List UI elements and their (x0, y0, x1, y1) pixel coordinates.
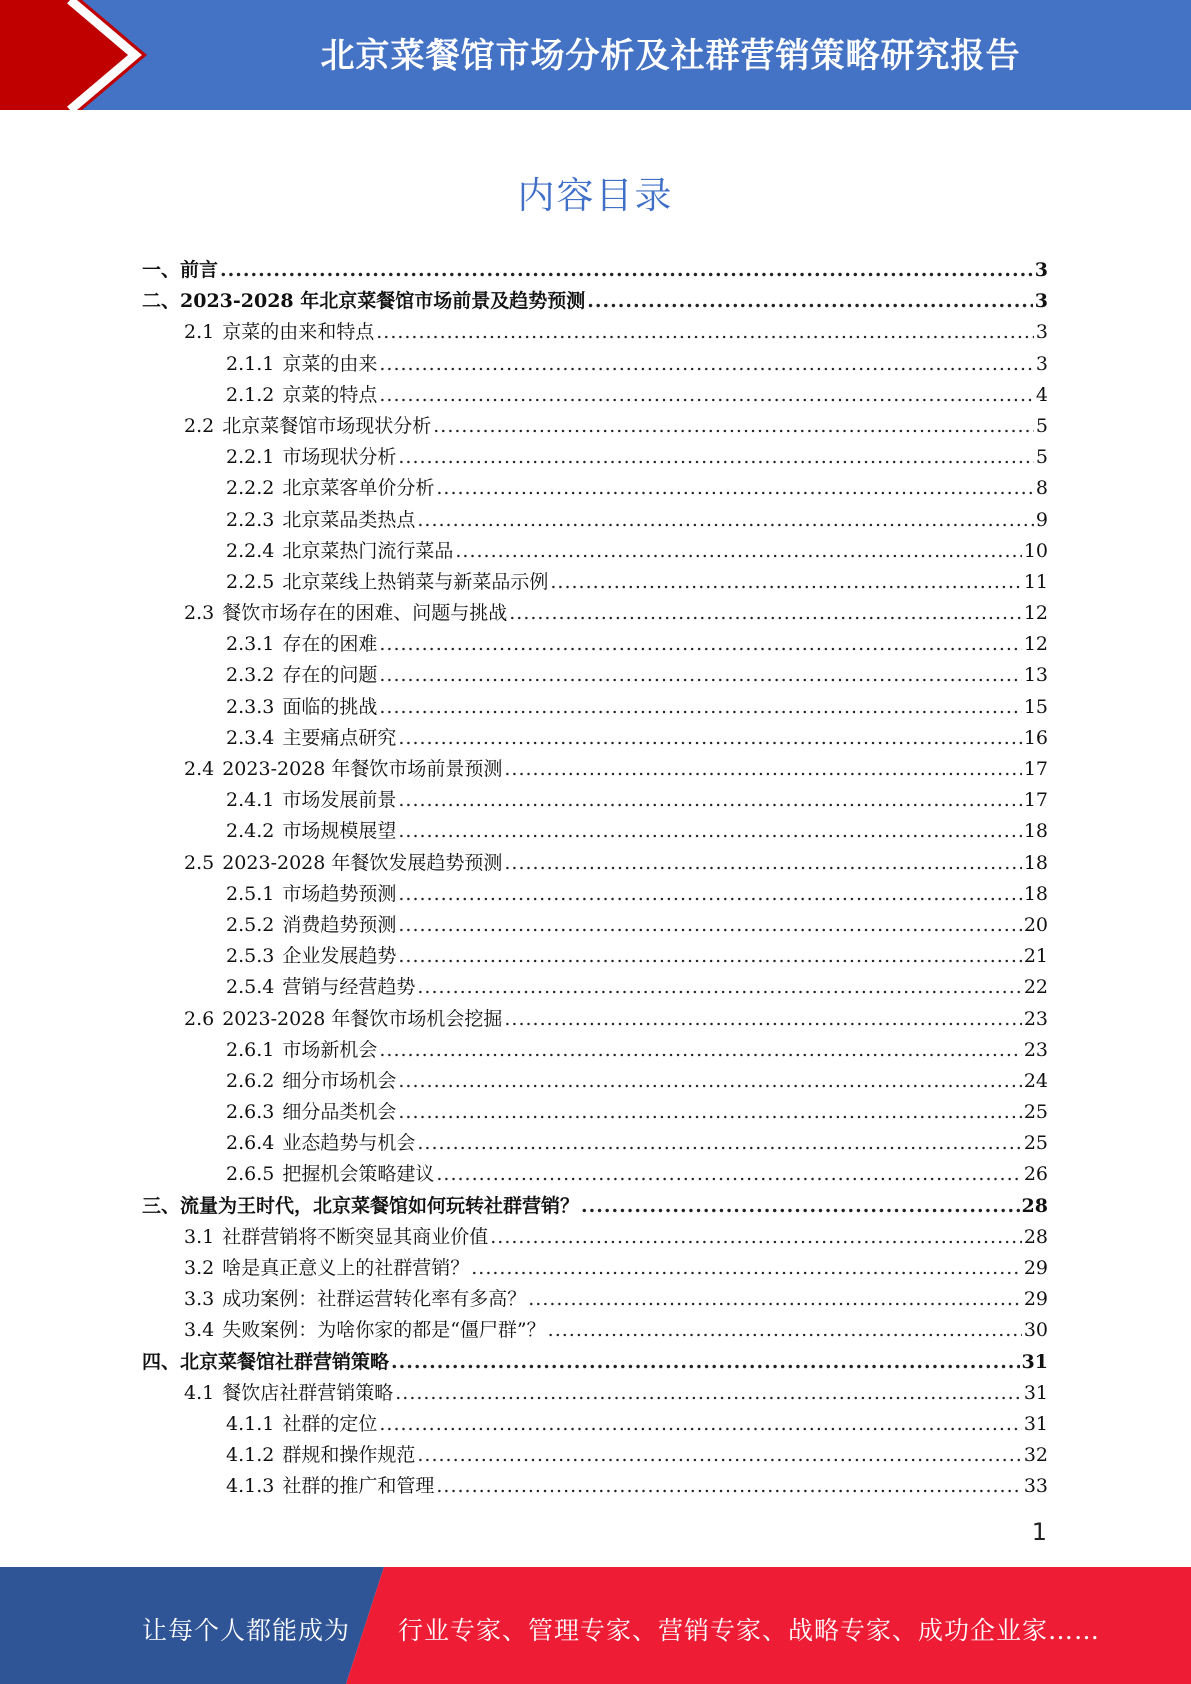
toc-entry-text: 啥是真正意义上的社群营销？ (222, 1257, 470, 1279)
toc-entry[interactable] (0, 1035, 1191, 1066)
toc-entry-label (142, 286, 585, 317)
toc-dot-leader (379, 380, 1034, 411)
toc-entry-label (226, 1471, 434, 1502)
toc-dot-leader (379, 629, 1021, 660)
toc-entry-number: 3.1 (184, 1225, 215, 1248)
toc-entry[interactable] (0, 380, 1191, 411)
toc-entry-text: 市场现状分析 (282, 446, 397, 469)
toc-entry[interactable] (0, 629, 1191, 660)
toc-dot-leader (436, 1159, 1021, 1190)
toc-entry-label (226, 1409, 377, 1440)
toc-entry-label (184, 317, 374, 348)
toc-dot-leader (436, 473, 1034, 504)
toc-entry-label (226, 816, 396, 847)
toc-dot-leader (417, 505, 1034, 536)
toc-entry-page: 21 (1023, 945, 1048, 968)
toc-entry-number: 2.6.2 (226, 1069, 275, 1092)
toc-entry[interactable] (0, 910, 1191, 941)
toc-entry[interactable] (0, 1128, 1191, 1159)
toc-entry-text: 一、前言 (142, 259, 219, 281)
toc-entry-number: 2.2.5 (226, 570, 275, 593)
toc-entry-number: 2.2 (184, 414, 215, 437)
toc-entry-number: 2.5.1 (226, 882, 275, 905)
toc-dot-leader (417, 1128, 1021, 1159)
toc-entry-label (226, 442, 396, 473)
toc-dot-leader (433, 411, 1034, 442)
toc-entry-page: 28 (1023, 1225, 1048, 1248)
toc-entry-page: 3 (1035, 321, 1048, 344)
toc-entry-page: 32 (1023, 1444, 1048, 1467)
toc-entry[interactable] (0, 1440, 1191, 1471)
report-title: 北京菜餐馆市场分析及社群营销策略研究报告 (320, 36, 1021, 76)
toc-entry-text: 餐饮店社群营销策略 (222, 1381, 394, 1404)
toc-entry[interactable] (0, 442, 1191, 473)
toc-entry-text: 2023-2028 年餐饮市场机会挖掘 (222, 1007, 503, 1030)
toc-dot-leader (504, 848, 1021, 879)
toc-entry-number: 2.3.1 (226, 633, 275, 656)
toc-entry-label (226, 941, 396, 972)
toc-dot-leader (455, 536, 1021, 567)
toc-entry-label (226, 910, 396, 941)
footer-slogan-right: 行业专家、管理专家、营销专家、战略专家、成功企业家…… (398, 1616, 1101, 1645)
toc-entry-number: 3.3 (184, 1288, 215, 1311)
toc-entry[interactable] (0, 1284, 1191, 1315)
toc-entry-text: 市场发展前景 (282, 789, 397, 812)
toc-entry-page: 15 (1023, 695, 1048, 718)
toc-dot-leader (417, 1440, 1021, 1471)
toc-dot-leader (376, 317, 1034, 348)
toc-entry[interactable] (0, 567, 1191, 598)
toc-entry-label (226, 505, 415, 536)
toc-entry-page: 5 (1035, 414, 1048, 437)
toc-entry[interactable] (0, 723, 1191, 754)
toc-entry-number: 2.4.1 (226, 789, 275, 812)
toc-entry-number: 3.2 (184, 1257, 215, 1279)
toc-entry-text: 市场规模展望 (282, 820, 397, 843)
toc-entry-label (226, 629, 377, 660)
toc-entry-label (226, 349, 377, 380)
toc-entry[interactable] (0, 349, 1191, 380)
toc-entry-page: 12 (1023, 633, 1048, 656)
toc-entry[interactable] (0, 411, 1191, 442)
toc-entry-page: 25 (1023, 1101, 1048, 1124)
toc-entry-number: 2.4.2 (226, 820, 275, 843)
toc-entry-text: 营销与经营趋势 (282, 976, 416, 999)
toc-dot-leader (528, 1284, 1022, 1315)
toc-entry-text: 北京菜品类热点 (282, 508, 416, 531)
toc-entry-text: 失败案例：为啥你家的都是“僵尸群”？ (222, 1319, 546, 1342)
toc-entry-label (226, 567, 548, 598)
toc-entry-page: 25 (1023, 1132, 1048, 1155)
toc-entry-label (226, 723, 396, 754)
toc-entry[interactable] (0, 1004, 1191, 1035)
toc-entry-label (226, 536, 453, 567)
toc-entry-number: 2.6.4 (226, 1132, 275, 1155)
toc-dot-leader (398, 785, 1021, 816)
toc-entry-number: 3.4 (184, 1319, 215, 1342)
toc-entry-label (184, 411, 431, 442)
toc-entry-text: 四、北京菜餐馆社群营销策略 (142, 1350, 390, 1373)
toc-entry-page: 8 (1035, 477, 1048, 500)
toc-entry-label (226, 972, 415, 1003)
toc-entry-number: 4.1.2 (226, 1444, 275, 1467)
toc-entry-number: 2.3.2 (226, 664, 275, 687)
toc-entry-text: 细分市场机会 (282, 1069, 397, 1092)
toc-entry[interactable] (0, 1097, 1191, 1128)
toc-dot-leader (509, 598, 1022, 629)
header-banner (0, 0, 1191, 110)
toc-entry-label (226, 1440, 415, 1471)
toc-entry-text: 北京菜线上热销菜与新菜品示例 (282, 570, 549, 593)
toc-entry-page: 26 (1023, 1163, 1048, 1186)
toc-entry-page: 16 (1023, 726, 1048, 749)
toc-entry-number: 2.2.3 (226, 508, 275, 531)
toc-entry-number: 2.5.2 (226, 913, 275, 936)
toc-entry-label (226, 660, 377, 691)
toc-entry-text: 京菜的由来 (282, 352, 378, 375)
toc-entry[interactable] (0, 1347, 1191, 1378)
toc-entry[interactable] (0, 317, 1191, 348)
toc-dot-leader (504, 1004, 1021, 1035)
toc-entry-label (226, 1159, 434, 1190)
toc-entry-number: 2.6.1 (226, 1038, 275, 1061)
toc-dot-leader (398, 879, 1021, 910)
toc-dot-leader (398, 442, 1034, 473)
toc-entry-number: 2.5.4 (226, 976, 275, 999)
toc-entry-page: 31 (1023, 1381, 1048, 1404)
toc-entry-page: 29 (1023, 1257, 1048, 1279)
toc-entry-text: 社群营销将不断突显其商业价值 (222, 1225, 489, 1248)
toc-dot-leader (587, 286, 1033, 317)
toc-entry-label (184, 1004, 502, 1035)
toc-entry-label (184, 1253, 469, 1284)
toc-entry-page: 31 (1021, 1350, 1048, 1373)
toc-entry[interactable] (0, 1159, 1191, 1190)
toc-entry-number: 2.2.2 (226, 477, 275, 500)
toc-entry-page: 28 (1021, 1194, 1048, 1217)
toc-entry-label (142, 255, 218, 286)
toc-entry[interactable] (0, 1315, 1191, 1346)
toc-entry[interactable] (0, 1471, 1191, 1502)
toc-entry[interactable] (0, 848, 1191, 879)
toc-entry[interactable] (0, 692, 1191, 723)
toc-entry-text: 存在的困难 (282, 633, 378, 656)
toc-entry[interactable] (0, 286, 1191, 317)
toc-dot-leader (379, 349, 1034, 380)
toc-entry-number: 2.6.3 (226, 1101, 275, 1124)
toc-entry[interactable] (0, 754, 1191, 785)
toc-entry-number: 4.1.3 (226, 1475, 275, 1498)
toc-entry-page: 12 (1023, 602, 1048, 625)
toc-dot-leader (490, 1222, 1022, 1253)
toc-entry-text: 京菜的特点 (282, 383, 378, 406)
toc-entry-text: 市场趋势预测 (282, 882, 397, 905)
toc-entry[interactable] (0, 879, 1191, 910)
toc-dot-leader (550, 567, 1021, 598)
toc-dot-leader (379, 1035, 1021, 1066)
toc-entry-page: 3 (1035, 352, 1048, 375)
toc-entry[interactable] (0, 536, 1191, 567)
toc-entry-text: 二、2023-2028 年北京菜餐馆市场前景及趋势预测 (142, 290, 586, 313)
toc-entry-text: 市场新机会 (282, 1038, 378, 1061)
toc-entry-number: 4.1.1 (226, 1412, 275, 1435)
toc-entry-page: 18 (1023, 820, 1048, 843)
toc-entry[interactable] (0, 1222, 1191, 1253)
toc-entry-text: 群规和操作规范 (282, 1444, 416, 1467)
toc-entry-text: 北京菜热门流行菜品 (282, 539, 454, 562)
toc-entry-label (184, 1378, 393, 1409)
toc-dot-leader (548, 1315, 1022, 1346)
toc-dot-leader (379, 692, 1021, 723)
toc-entry-page: 5 (1035, 446, 1048, 469)
toc-entry-page: 4 (1035, 383, 1048, 406)
toc-entry-label (184, 848, 502, 879)
toc-entry-number: 2.3.4 (226, 726, 275, 749)
toc-entry[interactable] (0, 660, 1191, 691)
toc-entry-label (226, 1035, 377, 1066)
toc-entry-label (142, 1347, 389, 1378)
toc-entry-page: 24 (1023, 1069, 1048, 1092)
toc-dot-leader (379, 660, 1021, 691)
toc-entry-text: 成功案例：社群运营转化率有多高？ (222, 1288, 527, 1311)
toc-entry[interactable] (0, 505, 1191, 536)
page-number: 1 (1031, 1518, 1047, 1546)
toc-dot-leader (395, 1378, 1022, 1409)
toc-entry[interactable] (0, 1378, 1191, 1409)
toc-entry-page: 22 (1023, 976, 1048, 999)
toc-entry-number: 2.3.3 (226, 695, 275, 718)
toc-entry[interactable] (0, 1409, 1191, 1440)
toc-entry-text: 京菜的由来和特点 (222, 321, 375, 344)
toc-entry-page: 17 (1023, 789, 1048, 812)
toc-entry-page: 31 (1023, 1412, 1048, 1435)
toc-entry-text: 消费趋势预测 (282, 913, 397, 936)
toc-entry-page: 3 (1034, 290, 1048, 313)
toc-entry-label (226, 692, 377, 723)
toc-entry-page: 13 (1023, 664, 1048, 687)
toc-entry-page: 23 (1023, 1007, 1048, 1030)
toc-dot-leader (398, 1097, 1021, 1128)
toc-entry-label (226, 1128, 415, 1159)
toc-dot-leader (398, 1066, 1021, 1097)
toc-entry[interactable] (0, 785, 1191, 816)
toc-entry-text: 2023-2028 年餐饮发展趋势预测 (222, 851, 503, 874)
toc-entry-number: 2.1 (184, 321, 215, 344)
toc-entry-number: 2.1.1 (226, 352, 275, 375)
toc-entry[interactable] (0, 255, 1191, 286)
toc-entry-text: 存在的问题 (282, 664, 378, 687)
toc-entry-text: 企业发展趋势 (282, 945, 397, 968)
toc-entry-page: 18 (1023, 882, 1048, 905)
toc-entry-label (226, 380, 377, 411)
toc-dot-leader (220, 255, 1033, 286)
toc-dot-leader (504, 754, 1021, 785)
toc-entry-label (184, 1284, 526, 1315)
toc-entry-text: 餐饮市场存在的困难、问题与挑战 (222, 602, 508, 625)
toc-entry-page: 18 (1023, 851, 1048, 874)
toc-entry-text: 面临的挑战 (282, 695, 378, 718)
toc-entry-label (226, 785, 396, 816)
toc-dot-leader (398, 723, 1021, 754)
toc-entry[interactable] (0, 1066, 1191, 1097)
toc-entry[interactable] (0, 1253, 1191, 1284)
toc-entry-number: 2.5.3 (226, 945, 275, 968)
toc-entry-label (184, 1222, 488, 1253)
toc-entry-text: 业态趋势与机会 (282, 1132, 416, 1155)
toc-entry-number: 2.2.1 (226, 446, 275, 469)
toc-entry-text: 主要痛点研究 (282, 726, 397, 749)
toc-entry-text: 社群的推广和管理 (282, 1475, 435, 1498)
toc-dot-leader (581, 1191, 1020, 1222)
toc-entry-page: 29 (1023, 1288, 1048, 1311)
toc-entry-number: 2.5 (184, 851, 215, 874)
toc-entry-text: 把握机会策略建议 (282, 1163, 435, 1186)
toc-entry[interactable] (0, 598, 1191, 629)
toc-entry-page: 3 (1034, 259, 1048, 281)
toc-entry-label (226, 1097, 396, 1128)
toc-entry[interactable] (0, 972, 1191, 1003)
toc-title: 内容目录 (517, 174, 674, 217)
toc-entry-number: 2.4 (184, 758, 215, 780)
toc-entry-number: 4.1 (184, 1381, 215, 1404)
toc-entry[interactable] (0, 941, 1191, 972)
toc-entry-label (142, 1191, 579, 1222)
toc-entry-text: 细分品类机会 (282, 1101, 397, 1124)
toc-entry-label (184, 754, 502, 785)
toc-entry-label (226, 473, 434, 504)
toc-entry[interactable] (0, 1191, 1191, 1222)
toc-entry-number: 2.2.4 (226, 539, 275, 562)
toc-entry[interactable] (0, 473, 1191, 504)
toc-entry-text: 北京菜餐馆市场现状分析 (222, 414, 432, 437)
toc-entry[interactable] (0, 816, 1191, 847)
toc-entry-page: 17 (1023, 758, 1048, 780)
toc-entry-page: 11 (1023, 570, 1048, 593)
toc-dot-leader (398, 910, 1021, 941)
toc-entry-text: 三、流量为王时代，北京菜餐馆如何玩转社群营销？ (142, 1194, 580, 1217)
toc-entry-number: 2.6 (184, 1007, 215, 1030)
header-chevron-icon (0, 0, 160, 110)
toc-entry-number: 2.1.2 (226, 383, 275, 406)
toc-entry-page: 10 (1023, 539, 1048, 562)
toc-dot-leader (436, 1471, 1021, 1502)
toc-entry-page: 20 (1023, 913, 1048, 936)
toc-entry-label (226, 879, 396, 910)
toc-dot-leader (391, 1347, 1020, 1378)
footer-slogan-left: 让每个人都能成为 (142, 1616, 351, 1645)
toc-entry-page: 23 (1023, 1038, 1048, 1061)
toc-entry-text: 北京菜客单价分析 (282, 477, 435, 500)
toc-dot-leader (398, 816, 1021, 847)
toc-entry-page: 30 (1023, 1319, 1048, 1342)
toc-dot-leader (417, 972, 1021, 1003)
toc-entry-number: 2.6.5 (226, 1163, 275, 1186)
toc-entry-page: 33 (1023, 1475, 1048, 1498)
toc-entry-text: 2023-2028 年餐饮市场前景预测 (222, 758, 503, 780)
toc-entry-page: 9 (1035, 508, 1048, 531)
toc-dot-leader (471, 1253, 1022, 1284)
toc-dot-leader (379, 1409, 1021, 1440)
toc-entry-label (184, 598, 507, 629)
toc-entry-text: 社群的定位 (282, 1412, 378, 1435)
toc-entry-label (226, 1066, 396, 1097)
table-of-contents (0, 255, 1191, 1503)
toc-entry-number: 2.3 (184, 602, 215, 625)
toc-dot-leader (398, 941, 1021, 972)
footer-banner (0, 1567, 1191, 1684)
toc-entry-label (184, 1315, 546, 1346)
